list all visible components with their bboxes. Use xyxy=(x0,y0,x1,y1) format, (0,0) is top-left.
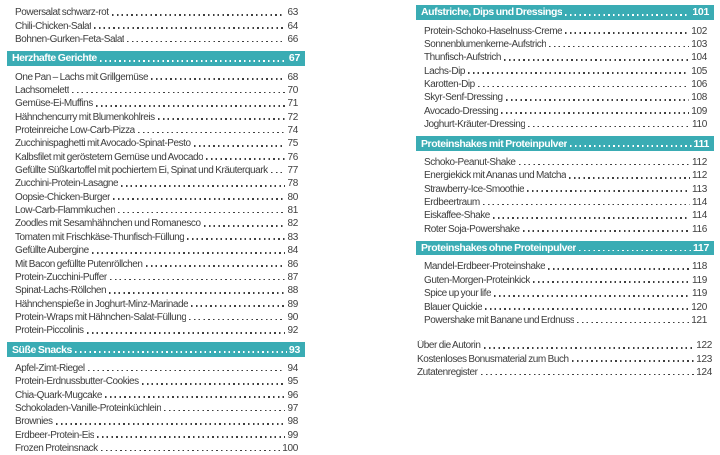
toc-entry-label: Low-Carb-Flammkuchen xyxy=(15,205,116,217)
page-number: 114 xyxy=(691,210,707,222)
leader-dots xyxy=(501,112,689,114)
page-number: 68 xyxy=(287,71,298,83)
toc-entry xyxy=(416,169,714,182)
leader-dots xyxy=(100,60,287,62)
leader-dots xyxy=(142,383,286,385)
toc-entry xyxy=(416,287,714,300)
leader-dots xyxy=(271,172,286,174)
leader-dots xyxy=(158,118,286,120)
toc-entry xyxy=(7,402,305,415)
leader-dots xyxy=(112,14,286,16)
leader-dots xyxy=(533,281,690,283)
leader-dots xyxy=(549,46,689,48)
toc-entry xyxy=(7,164,305,177)
toc-column-right xyxy=(416,0,714,379)
toc-entry xyxy=(7,375,305,388)
toc-entry xyxy=(416,78,714,91)
section-header xyxy=(416,241,714,256)
leader-dots xyxy=(72,92,285,94)
page-number: 72 xyxy=(287,111,298,123)
toc-section xyxy=(7,51,305,337)
page-number: 112 xyxy=(691,170,707,182)
toc-entry-label: Kostenloses Bonusmaterial zum Buch xyxy=(417,353,569,365)
toc-entry xyxy=(7,204,305,217)
toc-entry xyxy=(416,118,714,131)
page-number: 116 xyxy=(691,223,707,235)
page-number: 124 xyxy=(696,366,712,378)
toc-entry-label: Protein-Schoko-Haselnuss-Creme xyxy=(424,25,563,37)
toc-entry-label: Thunfisch-Aufstrich xyxy=(424,52,502,64)
toc-entry xyxy=(7,97,305,110)
leader-dots xyxy=(191,305,285,307)
page-number: 114 xyxy=(691,196,707,208)
section-header xyxy=(7,51,305,66)
leader-dots xyxy=(56,423,286,425)
toc-section xyxy=(7,342,305,455)
toc-entry xyxy=(7,297,305,310)
page-number: 77 xyxy=(287,165,298,177)
page-number: 95 xyxy=(287,376,298,388)
leader-dots xyxy=(204,225,286,227)
page-number: 70 xyxy=(287,85,298,97)
toc-entry-label: Apfel-Zimt-Riegel xyxy=(15,363,85,375)
toc-entry-label: Roter Soja-Powershake xyxy=(424,223,520,235)
toc-entry-label: Bohnen-Gurken-Feta-Salat xyxy=(15,33,125,45)
toc-section-entries xyxy=(416,25,714,132)
leader-dots xyxy=(493,217,690,219)
toc-entry xyxy=(416,222,714,235)
page-number: 78 xyxy=(287,178,298,190)
leader-dots xyxy=(504,59,689,61)
page-number: 92 xyxy=(287,325,298,337)
toc-entry xyxy=(7,362,305,375)
toc-entry-label: Karotten-Dip xyxy=(424,79,475,91)
leader-dots xyxy=(189,319,285,321)
page-number: 109 xyxy=(691,105,707,117)
toc-entry xyxy=(7,231,305,244)
leader-dots xyxy=(527,190,690,192)
toc-entry xyxy=(7,217,305,230)
toc-entry-label: Proteinreiche Low-Carb-Pizza xyxy=(15,125,135,137)
page-number: 104 xyxy=(691,52,707,64)
page-number: 93 xyxy=(288,343,300,356)
toc-entry-label: Gefüllte Aubergine xyxy=(15,245,89,257)
toc-entry xyxy=(7,19,305,32)
page-number: 97 xyxy=(287,403,298,415)
toc-entry-label: Skyr-Senf-Dressing xyxy=(424,92,503,104)
toc-entry xyxy=(7,311,305,324)
leader-dots xyxy=(109,292,285,294)
toc-entry xyxy=(416,352,714,365)
page-number: 122 xyxy=(696,340,712,352)
toc-entry-label: One Pan – Lachs mit Grillgemüse xyxy=(15,71,149,83)
toc-entry-label: Lachsomelett xyxy=(15,85,70,97)
toc-entry xyxy=(416,274,714,287)
page-number: 119 xyxy=(691,288,707,300)
leader-dots xyxy=(485,308,689,310)
leader-dots xyxy=(96,105,286,107)
page-number: 110 xyxy=(691,119,707,131)
toc-entry-label: Powersalat schwarz-rot xyxy=(15,7,109,19)
leader-dots xyxy=(565,32,689,34)
toc-entry-label: Zucchinispaghetti mit Avocado-Spinat-Pesto xyxy=(15,138,191,150)
toc-entry xyxy=(7,271,305,284)
toc-entry xyxy=(416,339,714,352)
page-number: 74 xyxy=(287,125,298,137)
leader-dots xyxy=(121,185,285,187)
page-number: 117 xyxy=(692,242,709,255)
page-number: 98 xyxy=(287,416,298,428)
page-number: 102 xyxy=(691,25,707,37)
page-number: 106 xyxy=(691,79,707,91)
toc-entry-label: Protein-Piccolinis xyxy=(15,325,84,337)
leader-dots xyxy=(146,265,286,267)
page-number: 103 xyxy=(691,39,707,51)
toc-entry xyxy=(7,244,305,257)
toc-entry-label: Guten-Morgen-Proteinkick xyxy=(424,274,530,286)
toc-section xyxy=(7,6,305,46)
toc-entry-label: Chia-Quark-Mugcake xyxy=(15,389,102,401)
toc-entry-label: Hähnchencurry mit Blumenkohlreis xyxy=(15,111,155,123)
toc-entry-label: Gemüse-Ei-Muffins xyxy=(15,98,93,110)
leader-dots xyxy=(88,370,286,372)
page-number: 88 xyxy=(287,285,298,297)
toc-section xyxy=(416,241,714,327)
leader-dots xyxy=(94,27,285,29)
toc-entry xyxy=(7,191,305,204)
page-number: 113 xyxy=(691,183,707,195)
leader-dots xyxy=(75,351,287,353)
toc-section xyxy=(416,5,714,131)
toc-entry-label: Chili-Chicken-Salat xyxy=(15,20,92,32)
toc-entry-label: Blauer Quickie xyxy=(424,301,483,313)
leader-dots xyxy=(484,347,695,349)
leader-dots xyxy=(194,145,286,147)
page-number: 80 xyxy=(287,191,298,203)
leader-dots xyxy=(481,374,695,376)
toc-entry xyxy=(7,415,305,428)
page-number: 76 xyxy=(287,151,298,163)
toc-entry-label: Brownies xyxy=(15,416,53,428)
leader-dots xyxy=(548,268,690,270)
toc-entry-label: Spinat-Lachs-Röllchen xyxy=(15,285,107,297)
leader-dots xyxy=(579,250,691,252)
toc-entry xyxy=(416,91,714,104)
page-number: 87 xyxy=(287,271,298,283)
section-header-label: Herzhafte Gerichte xyxy=(12,52,97,65)
toc-entry xyxy=(7,6,305,19)
leader-dots xyxy=(528,126,689,128)
toc-entry-label: Zutatenregister xyxy=(417,366,478,378)
leader-dots xyxy=(468,72,689,74)
toc-entry xyxy=(7,284,305,297)
leader-dots xyxy=(506,99,690,101)
toc-entry-label: Mandel-Erdbeer-Proteinshake xyxy=(424,261,546,273)
toc-entry xyxy=(7,324,305,337)
toc-entry xyxy=(416,25,714,38)
page-number: 96 xyxy=(287,389,298,401)
toc-entry-label: Schoko-Peanut-Shake xyxy=(424,156,516,168)
page-number: 118 xyxy=(691,261,707,273)
leader-dots xyxy=(92,252,286,254)
toc-section-entries xyxy=(416,339,714,379)
toc-entry-label: Eiskaffee-Shake xyxy=(424,210,490,222)
toc-entry-label: Mit Bacon gefüllte Putenröllchen xyxy=(15,258,143,270)
page-number: 108 xyxy=(691,92,707,104)
leader-dots xyxy=(577,322,689,324)
toc-section-entries xyxy=(416,156,714,236)
leader-dots xyxy=(523,230,690,232)
toc-entry xyxy=(7,389,305,402)
toc-entry-label: Frozen Proteinsnack xyxy=(15,443,98,455)
page-number: 81 xyxy=(287,205,298,217)
page-number: 84 xyxy=(287,245,298,257)
toc-entry-label: Kalbsfilet mit geröstetem Gemüse und Avocado xyxy=(15,151,204,163)
page-number: 90 xyxy=(287,311,298,323)
leader-dots xyxy=(97,436,285,438)
leader-dots xyxy=(113,198,285,200)
leader-dots xyxy=(206,158,285,160)
toc-entry-label: Powershake mit Banane und Erdnuss xyxy=(424,314,575,326)
page-number: 82 xyxy=(287,218,298,230)
page-number: 86 xyxy=(287,258,298,270)
leader-dots xyxy=(138,132,286,134)
section-header xyxy=(416,136,714,151)
toc-entry xyxy=(7,151,305,164)
toc-entry xyxy=(416,182,714,195)
toc-section-entries xyxy=(7,71,305,338)
leader-dots xyxy=(164,410,285,412)
toc-entry xyxy=(7,137,305,150)
leader-dots xyxy=(151,78,285,80)
toc-section-entries xyxy=(7,362,305,455)
page-number: 111 xyxy=(693,137,709,150)
toc-entry-label: Zoodles mit Sesamhähnchen und Romanesco xyxy=(15,218,201,230)
page-number: 64 xyxy=(287,20,298,32)
toc-entry-label: Joghurt-Kräuter-Dressing xyxy=(424,119,526,131)
toc-entry xyxy=(7,33,305,46)
page-number: 105 xyxy=(691,65,707,77)
leader-dots xyxy=(565,14,690,16)
page-number: 101 xyxy=(692,6,709,19)
toc-entry-label: Erdbeer-Protein-Eis xyxy=(15,429,95,441)
toc-entry-label: Avocado-Dressing xyxy=(424,105,499,117)
toc-entry-label: Erdbeertraum xyxy=(424,196,480,208)
page-number: 71 xyxy=(287,98,298,110)
page-number: 94 xyxy=(287,363,298,375)
toc-entry xyxy=(7,442,305,455)
toc-entry xyxy=(7,177,305,190)
leader-dots xyxy=(478,86,689,88)
toc-section-entries xyxy=(7,6,305,46)
toc-entry xyxy=(416,65,714,78)
leader-dots xyxy=(569,177,690,179)
leader-dots xyxy=(118,212,285,214)
leader-dots xyxy=(572,360,695,362)
section-header-label: Proteinshakes ohne Proteinpulver xyxy=(421,242,576,255)
page-number: 67 xyxy=(288,52,300,65)
page-number: 120 xyxy=(691,301,707,313)
page-number: 119 xyxy=(691,274,707,286)
toc-entry xyxy=(416,156,714,169)
page-number: 123 xyxy=(696,353,712,365)
toc-entry xyxy=(416,314,714,327)
leader-dots xyxy=(519,164,690,166)
leader-dots xyxy=(494,295,690,297)
section-header-label: Proteinshakes mit Proteinpulver xyxy=(421,137,568,150)
page-number: 83 xyxy=(287,231,298,243)
toc-entry-label: Protein-Wraps mit Hähnchen-Salat-Füllung xyxy=(15,311,187,323)
toc-entry-label: Hähnchenspieße in Joghurt-Minz-Marinade xyxy=(15,298,189,310)
toc-entry xyxy=(7,71,305,84)
toc-entry-label: Lachs-Dip xyxy=(424,65,465,77)
page-number: 121 xyxy=(691,314,707,326)
toc-entry-label: Spice up your life xyxy=(424,288,492,300)
toc-entry-label: Zucchini-Protein-Lasagne xyxy=(15,178,119,190)
toc-section xyxy=(416,136,714,236)
page-number: 75 xyxy=(287,138,298,150)
page-number: 99 xyxy=(287,429,298,441)
toc-entry-label: Protein-Erdnussbutter-Cookies xyxy=(15,376,139,388)
toc-section xyxy=(416,339,714,379)
toc-entry-label: Energiekick mit Ananas und Matcha xyxy=(424,170,567,182)
toc-entry-label: Gefüllte Süßkartoffel mit pochiertem Ei, Spinat und Kräuterquark xyxy=(15,165,268,177)
section-header xyxy=(416,5,714,20)
page-number: 100 xyxy=(282,443,298,455)
page-number: 63 xyxy=(287,7,298,19)
toc-entry-label: Oopsie-Chicken-Burger xyxy=(15,191,111,203)
section-header xyxy=(7,342,305,357)
leader-dots xyxy=(110,279,286,281)
toc-entry-label: Sonnenblumenkerne-Aufstrich xyxy=(424,39,547,51)
toc-entry xyxy=(7,429,305,442)
toc-entry-label: Strawberry-Ice-Smoothie xyxy=(424,183,525,195)
toc-entry xyxy=(416,366,714,379)
toc-entry xyxy=(416,260,714,273)
toc-entry xyxy=(416,105,714,118)
toc-entry xyxy=(7,111,305,124)
toc-entry xyxy=(416,196,714,209)
section-header-label: Süße Snacks xyxy=(12,343,72,356)
page-number: 66 xyxy=(287,33,298,45)
leader-dots xyxy=(570,145,691,147)
leader-dots xyxy=(483,204,690,206)
page-number: 89 xyxy=(287,298,298,310)
toc-entry xyxy=(7,84,305,97)
leader-dots xyxy=(105,396,286,398)
toc-entry xyxy=(416,209,714,222)
toc-entry-label: Protein-Zucchini-Puffer xyxy=(15,271,107,283)
toc-entry-label: Über die Autorin xyxy=(417,340,481,352)
toc-section-entries xyxy=(416,260,714,327)
section-header-label: Aufstriche, Dips und Dressings xyxy=(421,6,563,19)
toc-entry-label: Tomaten mit Frischkäse-Thunfisch-Füllung xyxy=(15,231,185,243)
leader-dots xyxy=(87,332,286,334)
leader-dots xyxy=(127,41,285,43)
leader-dots xyxy=(187,238,285,240)
toc-entry xyxy=(416,300,714,313)
page-number: 112 xyxy=(691,156,707,168)
toc-entry xyxy=(416,51,714,64)
leader-dots xyxy=(101,450,281,452)
toc-entry xyxy=(7,124,305,137)
toc-entry-label: Schokoladen-Vanille-Proteinküchlein xyxy=(15,403,162,415)
toc-entry xyxy=(7,257,305,270)
toc-entry xyxy=(416,38,714,51)
toc-column-left xyxy=(7,0,305,455)
